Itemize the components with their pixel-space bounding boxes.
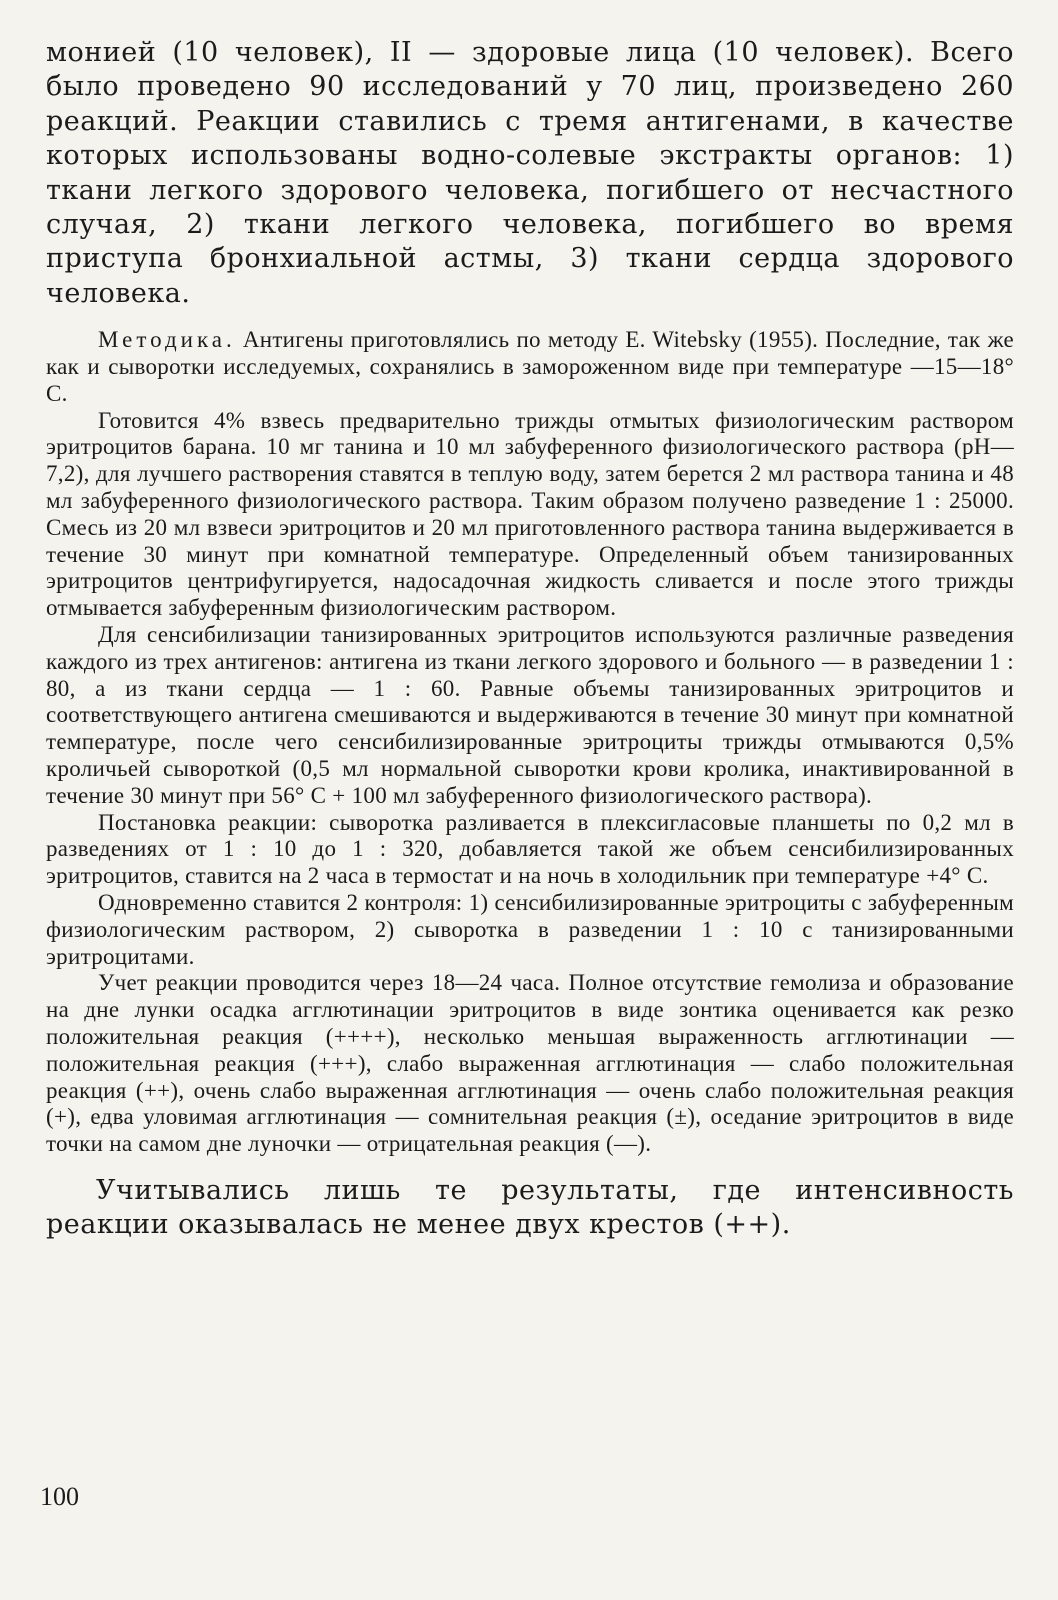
method-paragraph-1 — [46, 327, 1014, 407]
method-paragraph-3: Для сенсибилизации танизированных эритроцитов используются различные разведения каждого из трех антигенов: антигена из ткани легкого здорового и больного — в разведении 1 : 80, а из ткани сердца — 1 : 60. Равные объемы танизированных эритроцитов и соответствующего антигена смешиваются и выдерживаются в течение 30 минут при комнатной температуре, после чего сенсибилизированные эритроциты трижды отмываются 0,5% кроличьей сывороткой (0,5 мл нормальной сыворотки крови кролика, инактивированной в течение 30 минут при 56° C + 100 мл забуференного физиологического раствора). — [46, 622, 1014, 808]
intro-paragraph: монией (10 человек), II — здоровые лица (10 человек). Всего было проведено 90 исследований у 70 лиц, произведено 260 реакций. Реакции ставились с тремя антигенами, в качестве которых использованы водно-солевые экстракты органов: 1) ткани легкого здорового человека, погибшего от несчастного случая, 2) ткани легкого человека, погибшего во время приступа бронхиальной астмы, 3) ткани сердца здорового человека. — [46, 37, 1014, 309]
method-paragraph-4: Постановка реакции: сыворотка разливается в плексигласовые планшеты по 0,2 мл в разведениях от 1 : 10 до 1 : 320, добавляется такой же объем сенсибилизированных эритроцитов, ставится на 2 часа в термостат и на ночь в холодильник при температуре +4° C. — [46, 809, 1014, 889]
page-number: 100 — [40, 1482, 79, 1511]
book-page — [46, 36, 1014, 1243]
method-paragraph-6: Учет реакции проводится через 18—24 часа. Полное отсутствие гемолиза и образование на дне лунки осадка агглютинации эритроцитов в виде зонтика оценивается как резко положительная реакция (++++), несколько меньшая выраженность агглютинации — положительная реакция (+++), слабо выраженная агглютинация — слабо положительная реакция (++), очень слабо выраженная агглютинация — очень слабо положительная реакция (+), едва уловимая агглютинация — сомнительная реакция (±), оседание эритроцитов в виде точки на самом дне луночки — отрицательная реакция (—). — [46, 970, 1014, 1157]
method-paragraph-5: Одновременно ставится 2 контроля: 1) сенсибилизированные эритроциты с забуференным физиологическим раствором, 2) сыворотка в разведении 1 : 10 с танизированными эритроцитами. — [46, 889, 1014, 969]
method-heading: Методика. — [98, 327, 236, 353]
method-paragraph-1-text: Антигены приготовлялись по методу E. Witebsky (1955). Последние, так же как и сыворотки исследуемых, сохранялись в замороженном виде при температуре —15—18° C. — [46, 327, 1014, 406]
method-section — [46, 327, 1014, 1158]
closing-paragraph: Учитывались лишь те результаты, где интенсивность реакции оказывалась не менее двух крестов (++). — [46, 1174, 1014, 1241]
method-paragraph-2: Готовится 4% взвесь предварительно трижды отмытых физиологическим раствором эритроцитов барана. 10 мг танина и 10 мл забуференного физиологического раствора (pH—7,2), для лучшего растворения ставятся в теплую воду, затем берется 2 мл раствора танина и 48 мл забуференного физиологического раствора. Таким образом получено разведение 1 : 25000. Смесь из 20 мл взвеси эритроцитов и 20 мл приготовленного раствора танина выдерживается в течение 30 минут при комнатной температуре. Определенный объем танизированных эритроцитов центрифугируется, надосадочная жидкость сливается и после этого трижды отмывается забуференным физиологическим раствором. — [46, 407, 1014, 621]
closing-section — [46, 1174, 1014, 1243]
intro-section — [46, 36, 1014, 311]
